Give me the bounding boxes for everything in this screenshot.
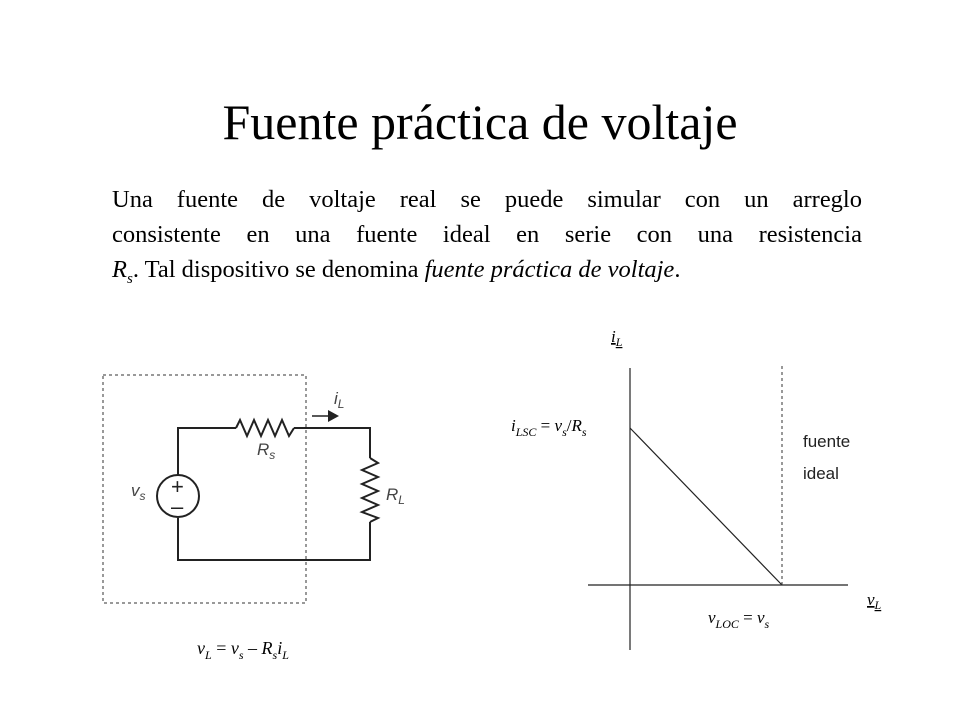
eq-minus: –: [243, 638, 262, 658]
current-arrow-head: [328, 410, 339, 422]
isc-v-sub: s: [562, 425, 567, 439]
source-label: [131, 481, 146, 503]
y-axis-label-sub: L: [615, 335, 623, 349]
eq-r: R: [261, 638, 273, 658]
rs-symbol-sub: s: [126, 270, 133, 287]
isc-slash: /: [566, 416, 572, 435]
source-label-sub: s: [139, 489, 146, 503]
eq-v-sub: L: [205, 648, 212, 662]
open-circuit-voltage-label: [708, 608, 770, 631]
practical-source-line: [630, 428, 782, 585]
page-title: Fuente práctica de voltaje: [222, 94, 738, 150]
isc-eq: =: [536, 416, 555, 435]
voc-v: v: [708, 608, 716, 627]
isc-r-sub: s: [581, 425, 587, 439]
current-label: [334, 389, 344, 411]
paragraph-line-2: consistente en una fuente ideal en serie con una resistencia: [112, 221, 862, 248]
isc-r: R: [571, 416, 582, 435]
y-axis-label-main: i: [611, 327, 616, 346]
load-resistor-label-main: R: [386, 485, 399, 504]
short-circuit-current-label: [511, 416, 587, 439]
load-resistor-label-sub: L: [398, 493, 405, 507]
paragraph-line-3-mid: . Tal dispositivo se denomina: [132, 256, 425, 283]
current-label-sub: L: [337, 397, 345, 411]
voc-vs: v: [756, 608, 765, 627]
eq-i-sub: L: [282, 648, 289, 662]
voc-eq: =: [738, 608, 757, 627]
source-label-main: v: [131, 481, 140, 500]
eq-r-sub: s: [272, 648, 278, 662]
eq-vs: v: [230, 638, 239, 658]
paragraph-line-3-end: .: [674, 256, 681, 283]
source-minus-sign: –: [171, 494, 184, 519]
paragraph-line-3-italic: fuente práctica de voltaje: [424, 256, 675, 283]
eq-equals: =: [211, 638, 231, 658]
series-resistor-label-sub: s: [269, 448, 276, 462]
x-axis-label-main: v: [867, 590, 875, 609]
isc-i: i: [511, 416, 516, 435]
ideal-source-label-line1: fuente: [803, 432, 851, 451]
load-resistor: [362, 458, 378, 522]
series-resistor-label-main: R: [257, 440, 270, 459]
eq-v: v: [197, 638, 205, 658]
current-label-main: i: [334, 389, 338, 408]
isc-i-sub: LSC: [515, 425, 537, 439]
wire-top-left: [178, 428, 236, 475]
load-voltage-equation: [197, 638, 289, 662]
source-plus-sign: +: [171, 474, 184, 499]
wire-top-right: [294, 428, 370, 458]
paragraph-line-1: Una fuente de voltaje real se puede simular con un arreglo: [112, 186, 862, 213]
x-axis-label-sub: L: [874, 598, 882, 612]
load-resistor-label: [386, 485, 405, 507]
isc-v: v: [554, 416, 563, 435]
eq-vs-sub: s: [238, 648, 244, 662]
series-resistor-label: [257, 440, 275, 462]
y-axis-label: [611, 327, 623, 349]
series-resistor: [236, 420, 294, 436]
rs-symbol: R: [112, 256, 127, 283]
ideal-source-label-line2: ideal: [803, 464, 839, 483]
voc-vs-sub: s: [764, 617, 770, 631]
voc-v-sub: LOC: [715, 617, 739, 631]
wire-bottom: [178, 518, 370, 560]
eq-i: i: [277, 638, 283, 658]
x-axis-label: [867, 590, 882, 612]
iv-graph: [588, 365, 851, 650]
